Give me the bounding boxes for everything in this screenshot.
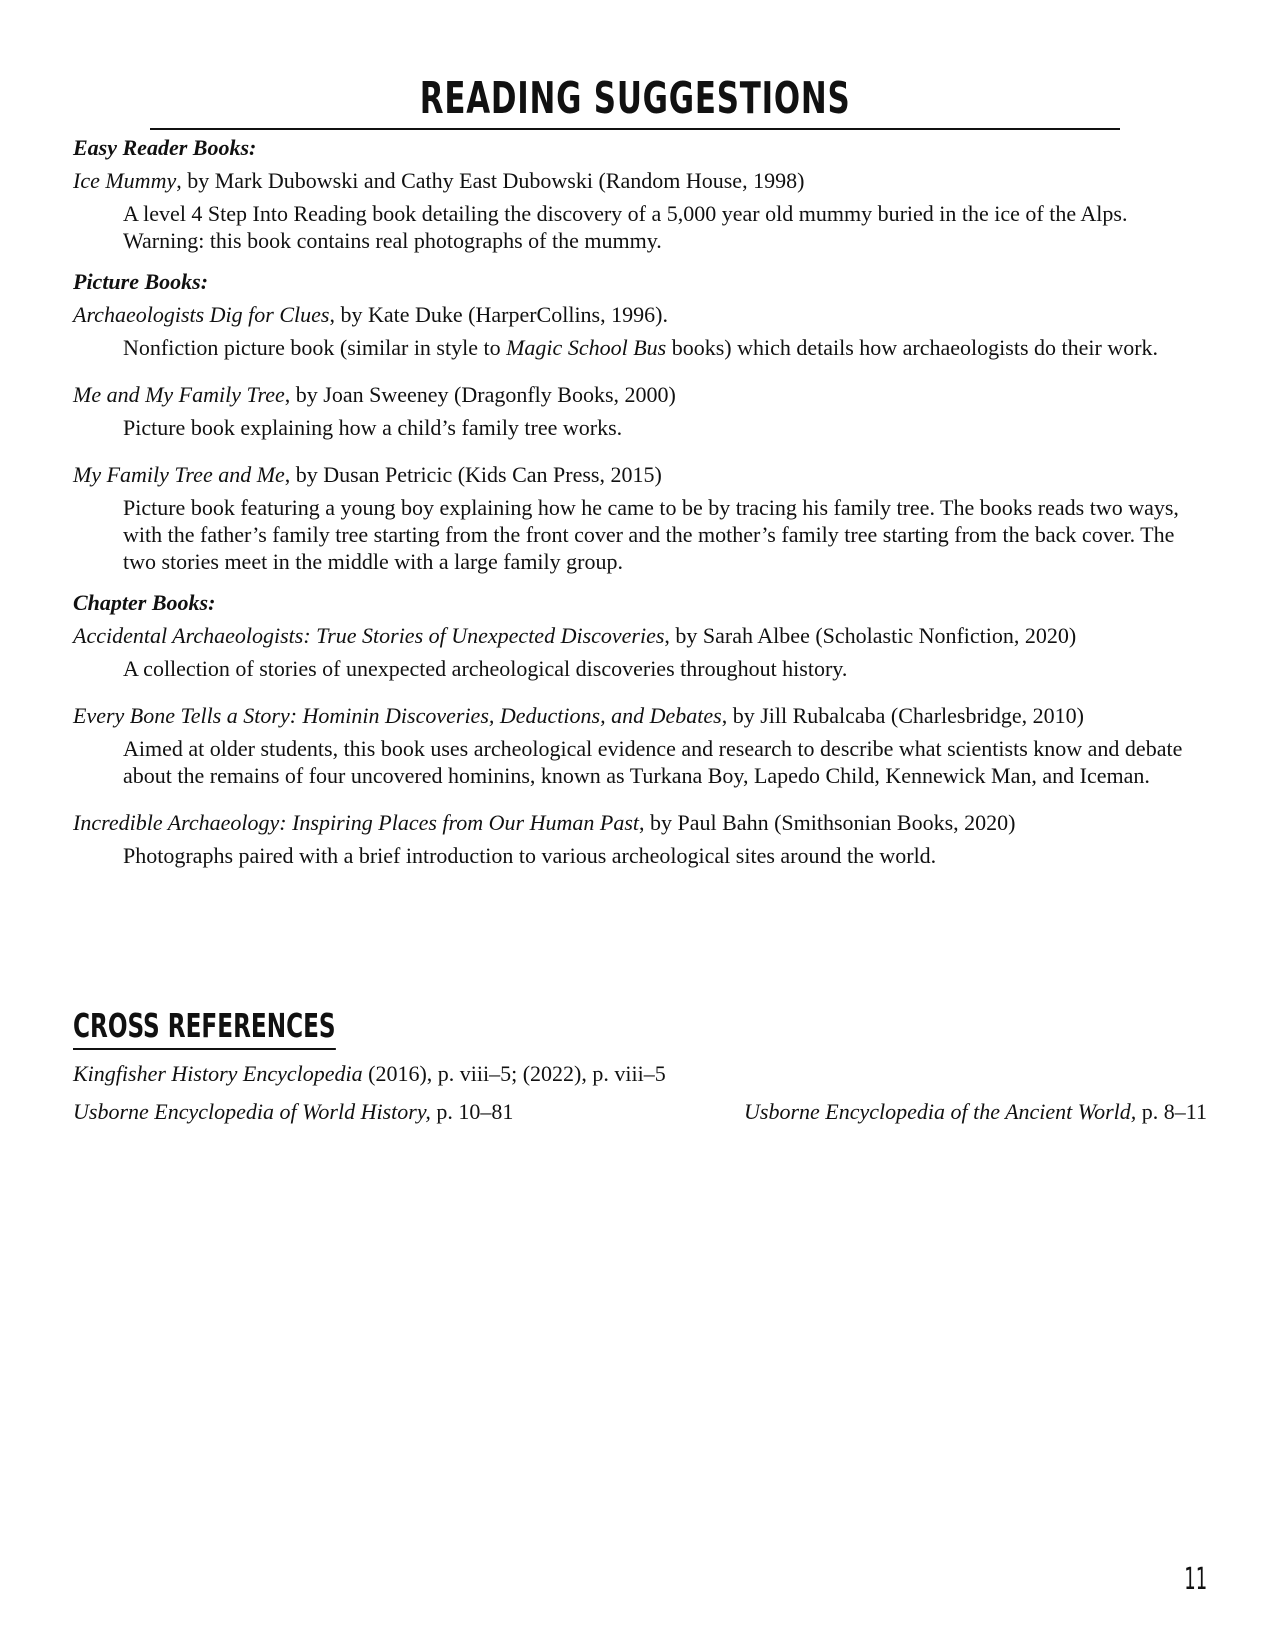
book-details: , by Kate Duke (HarperCollins, 1996). bbox=[329, 302, 668, 327]
book-details: , by Sarah Albee (Scholastic Nonfiction, 2020) bbox=[664, 623, 1077, 648]
ref-pages: (2016), p. viii–5; (2022), p. viii–5 bbox=[362, 1061, 666, 1086]
book-entry bbox=[73, 381, 1198, 441]
book-details: , by Dusan Petricic (Kids Can Press, 2015) bbox=[284, 462, 662, 487]
section-heading-chapter: Chapter Books: bbox=[73, 590, 216, 615]
page-title: READING SUGGESTIONS bbox=[419, 73, 851, 124]
book-entry bbox=[73, 301, 1198, 361]
desc-text: books) which details how archaeologists do their work. bbox=[666, 335, 1159, 360]
book-description: Picture book explaining how a child’s family tree works. bbox=[123, 415, 623, 440]
book-citation bbox=[73, 381, 1198, 408]
book-description: A level 4 Step Into Reading book detailing the discovery of a 5,000 year old mummy buried in the ice of the Alps. Warning: this book contains real photographs of the mummy. bbox=[123, 201, 1128, 253]
reading-list bbox=[73, 134, 1198, 889]
book-entry bbox=[73, 461, 1198, 575]
book-title: Archaeologists Dig for Clues bbox=[73, 302, 330, 327]
book-description bbox=[123, 334, 1198, 361]
book-details: , by Paul Bahn (Smithsonian Books, 2020) bbox=[639, 810, 1016, 835]
book-entry bbox=[73, 809, 1198, 869]
section-heading-picture: Picture Books: bbox=[73, 269, 209, 294]
book-description: Picture book featuring a young boy explaining how he came to be by tracing his family tree. The books reads two ways, with the father’s family tree starting from the front cover and the mother’s family tree starting from the back cover. The two stories meet in the middle with a large family group. bbox=[123, 495, 1179, 574]
book-citation bbox=[73, 702, 1198, 729]
book-title: Incredible Archaeology: Inspiring Places from Our Human Past bbox=[73, 810, 640, 835]
desc-text: Nonfiction picture book (similar in style to bbox=[123, 335, 507, 360]
book-citation bbox=[73, 809, 1198, 836]
book-entry bbox=[73, 702, 1198, 789]
book-title: Me and My Family Tree bbox=[73, 382, 285, 407]
book-entry bbox=[73, 167, 1198, 254]
book-entry bbox=[73, 622, 1198, 682]
book-details: , by Mark Dubowski and Cathy East Dubowski (Random House, 1998) bbox=[176, 168, 805, 193]
ref-pages: p. 8–11 bbox=[1136, 1099, 1207, 1124]
ref-pages: p. 10–81 bbox=[430, 1099, 514, 1124]
ref-title: Usborne Encyclopedia of the Ancient World, bbox=[744, 1099, 1137, 1124]
cross-ref-usborne-ancient bbox=[744, 1098, 1207, 1125]
title-rule bbox=[150, 70, 1120, 130]
book-citation bbox=[73, 461, 1198, 488]
book-title: Accidental Archaeologists: True Stories of Unexpected Discoveries bbox=[73, 623, 665, 648]
ref-title: Usborne Encyclopedia of World History, bbox=[73, 1099, 431, 1124]
book-details: , by Jill Rubalcaba (Charlesbridge, 2010) bbox=[721, 703, 1084, 728]
book-title: Every Bone Tells a Story: Hominin Discoveries, Deductions, and Debates bbox=[73, 703, 722, 728]
book-description: A collection of stories of unexpected archeological discoveries throughout history. bbox=[123, 656, 848, 681]
page-number: 11 bbox=[1184, 1562, 1207, 1597]
book-description: Photographs paired with a brief introduction to various archeological sites around the world. bbox=[123, 843, 937, 868]
ref-title: Kingfisher History Encyclopedia bbox=[73, 1061, 363, 1086]
book-description: Aimed at older students, this book uses archeological evidence and research to describe what scientists know and debate about the remains of four uncovered hominins, known as Turkana Boy, Lapedo Child, Kennewick Man, and Iceman. bbox=[123, 736, 1183, 788]
book-citation bbox=[73, 622, 1198, 649]
cross-ref-kingfisher bbox=[73, 1060, 666, 1087]
desc-italic-title: Magic School Bus bbox=[506, 335, 667, 360]
book-citation bbox=[73, 301, 1198, 328]
book-title: My Family Tree and Me bbox=[73, 462, 285, 487]
book-citation bbox=[73, 167, 1198, 194]
cross-references-heading: CROSS REFERENCES bbox=[73, 1004, 336, 1050]
section-heading-easy-reader: Easy Reader Books: bbox=[73, 135, 257, 160]
book-details: , by Joan Sweeney (Dragonfly Books, 2000) bbox=[284, 382, 676, 407]
book-title: Ice Mummy bbox=[73, 168, 177, 193]
cross-ref-usborne-world bbox=[73, 1098, 513, 1125]
